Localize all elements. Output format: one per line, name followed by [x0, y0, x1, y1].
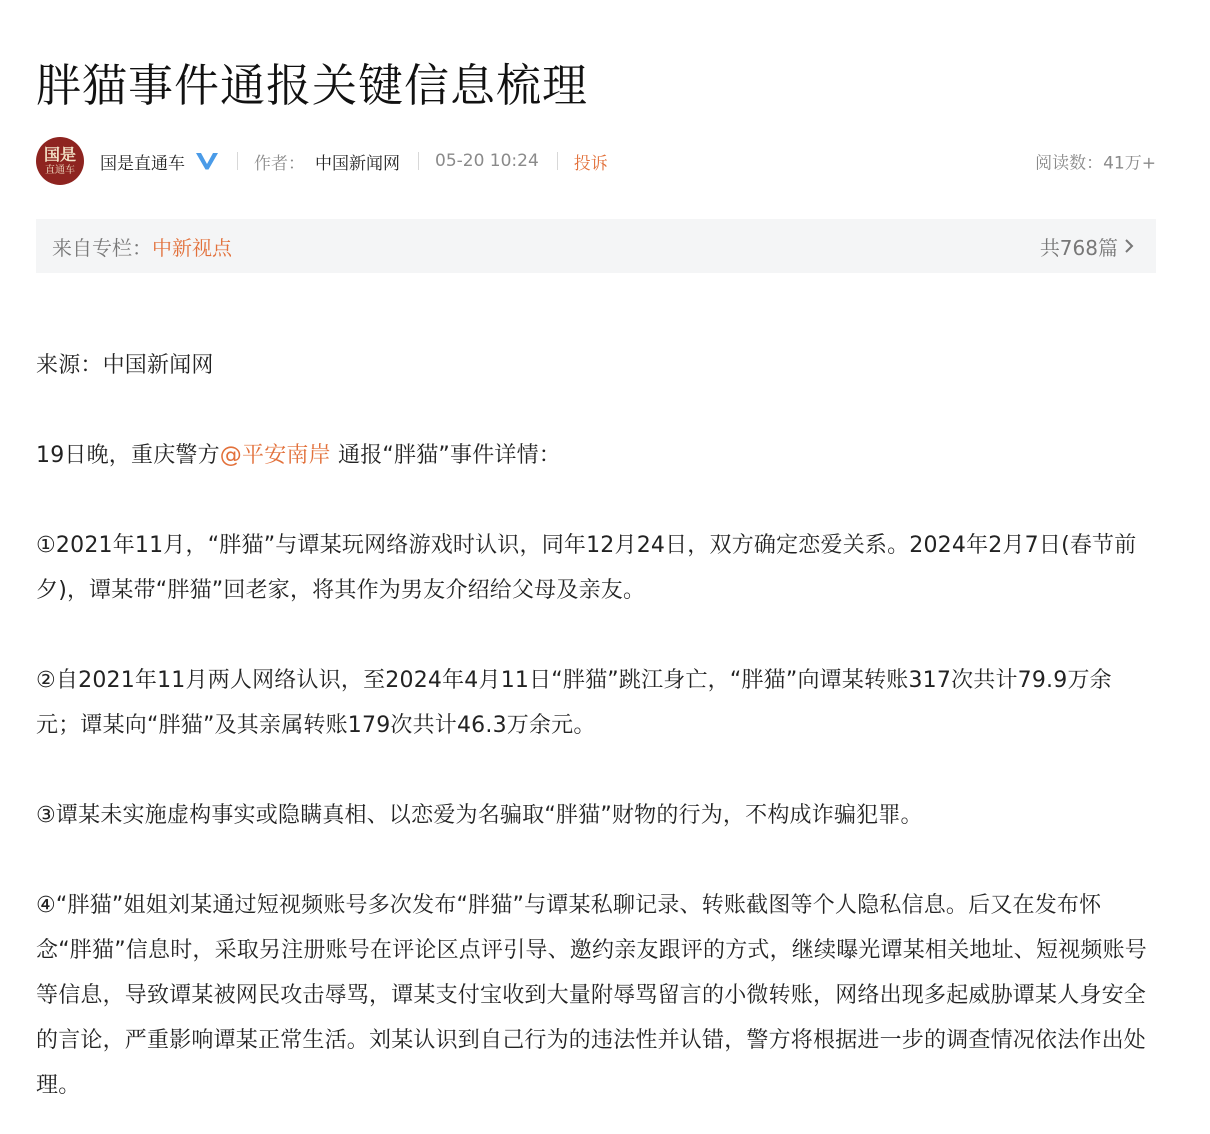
- article-paragraph-4: ④“胖猫”姐姐刘某通过短视频账号多次发布“胖猫”与谭某私聊记录、转账截图等个人隐私信息。后又在发布怀念“胖猫”信息时，采取另注册账号在评论区点评引导、邀约亲友跟评的方式，继续曝光谭某相关地址、短视频账号等信息，导致谭某被网民攻击辱骂，谭某支付宝收到大量附辱骂留言的小微转账，网络出现多起威胁谭某人身安全的言论，严重影响谭某正常生活。刘某认识到自己行为的违法性并认错，警方将根据进一步的调查情况依法作出处理。: [36, 893, 1147, 1098]
- column-source: [52, 232, 232, 261]
- article-intro: [36, 433, 1156, 478]
- verified-check-icon: [195, 151, 219, 171]
- article-paragraph-1: ①2021年11月，“胖猫”与谭某玩网络游戏时认识，同年12月24日，双方确定恋爱关系。2024年2月7日(春节前夕)，谭某带“胖猫”回老家，将其作为男友介绍给父母及亲友。: [36, 533, 1137, 603]
- chevron-right-icon: [1124, 238, 1134, 254]
- article-source: 来源：中国新闻网: [36, 353, 214, 378]
- meta-divider: [557, 152, 558, 170]
- account-name[interactable]: 国是直通车: [100, 153, 185, 174]
- intro-text: 19日晚，重庆警方: [36, 443, 220, 468]
- article-title: 胖猫事件通报关键信息梳理: [36, 59, 589, 112]
- column-count: 共768篇: [1039, 235, 1118, 260]
- article-paragraph-2: ②自2021年11月两人网络认识，至2024年4月11日“胖猫”跳江身亡，“胖猫”向谭某转账317次共计79.9万余元；谭某向“胖猫”及其亲属转账179次共计46.3万余元。: [36, 668, 1112, 738]
- article-paragraph-3: ③谭某未实施虚构事实或隐瞒真相、以恋爱为名骗取“胖猫”财物的行为，不构成诈骗犯罪。: [36, 803, 923, 828]
- column-banner[interactable]: [36, 219, 1156, 273]
- author-name: 中国新闻网: [315, 153, 400, 174]
- avatar-text-line1: 国是: [43, 144, 76, 164]
- column-name-link[interactable]: 中新视点: [152, 235, 232, 260]
- avatar[interactable]: [36, 137, 84, 185]
- author-label: 作者：: [254, 153, 305, 174]
- meta-divider: [418, 152, 419, 170]
- meta-divider: [237, 152, 238, 170]
- article-body: [36, 343, 1156, 1108]
- report-link[interactable]: 投诉: [573, 153, 608, 174]
- article-meta: [36, 136, 1156, 186]
- avatar-text-line2: 直通车: [45, 164, 75, 176]
- read-count: 阅读数：41万+: [1035, 153, 1156, 174]
- intro-text-after: 通报“胖猫”事件详情：: [330, 443, 562, 468]
- column-prefix: 来自专栏：: [52, 235, 152, 260]
- mention-link[interactable]: @平安南岸: [219, 443, 331, 468]
- column-count-link[interactable]: [1040, 232, 1134, 261]
- publish-time: 05-20 10:24: [435, 151, 539, 171]
